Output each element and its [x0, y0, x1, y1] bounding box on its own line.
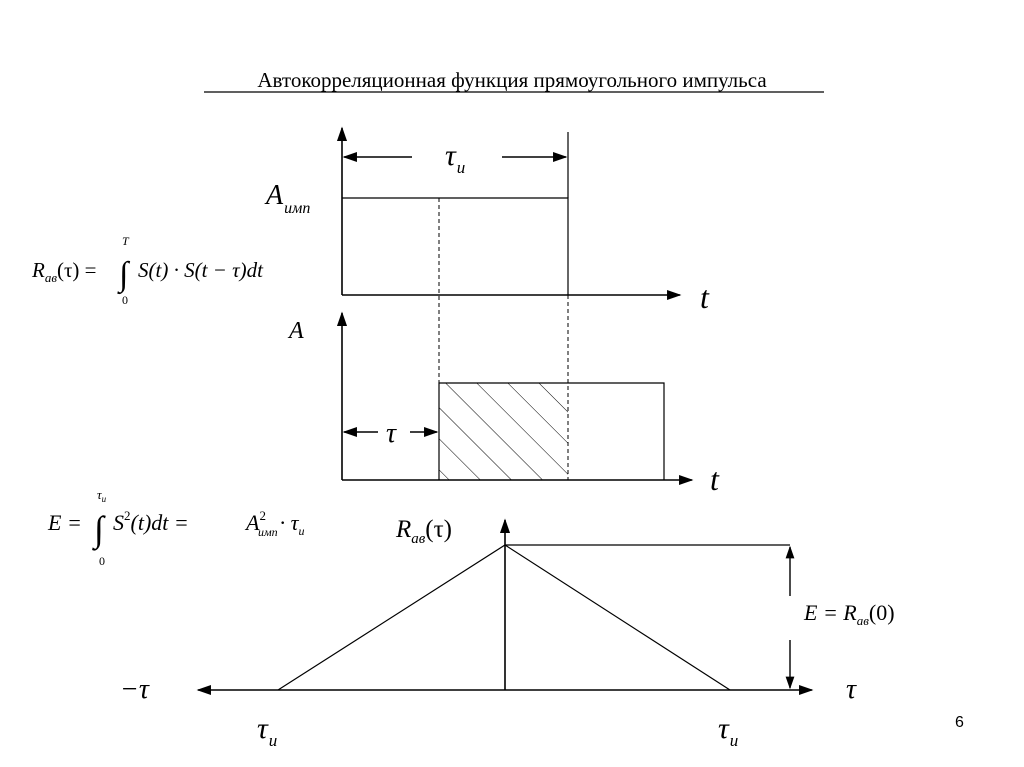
- pos-tau-i-label: $\tau_и$: [718, 712, 739, 750]
- a-label: A: [289, 318, 304, 344]
- integral-lower-0-e: 0: [99, 554, 105, 568]
- page-number: 6: [955, 714, 964, 731]
- shifted-pulse-plot: [287, 313, 720, 497]
- tau-i-label: $\tau_и$: [445, 139, 466, 177]
- energy-formula: [47, 487, 305, 568]
- integral-upper-t: T: [122, 234, 129, 248]
- pulse-rect: [342, 198, 568, 295]
- tau-axis-label: τ: [846, 674, 857, 705]
- autocorrelation-plot: [120, 516, 895, 750]
- slide-title: Автокорреляционная функция прямоугольного импульса: [257, 68, 767, 92]
- a-imp-label: $A_{имп}$: [266, 180, 311, 217]
- r-av-tau-label: $R_{ав}(\tau)$: [396, 516, 452, 547]
- r-av-integral-formula: [31, 234, 264, 307]
- tau-shift-label: τ: [386, 418, 397, 449]
- top-t-label: t: [700, 279, 709, 315]
- integral-lower-0: 0: [122, 293, 128, 307]
- r-av-lhs: $R_{ав}(\tau)$ =: [32, 258, 97, 285]
- e-integrand: $S^2(t)dt$ =: [113, 508, 189, 535]
- overlap-hatched-area: [439, 383, 568, 480]
- triangle-acf: [278, 545, 730, 690]
- r-av-integrand: S(t) · S(t − τ)dt: [138, 258, 263, 282]
- pulse-plot: [264, 128, 710, 315]
- minus-tau-label: −τ: [120, 674, 149, 705]
- integral-sign-r: ∫: [119, 256, 129, 293]
- mid-t-label: t: [710, 461, 719, 497]
- integral-sign-e: ∫: [94, 509, 104, 549]
- neg-tau-i-label: $\tau_и$: [257, 712, 278, 750]
- integral-upper-tau-i: $\tau_и$: [97, 487, 107, 504]
- e-rhs: $A^2$ $имп\cdot \tau_и$: [246, 508, 305, 539]
- e-lhs: E =: [48, 510, 82, 535]
- energy-equals-r0-label: $E = R_{ав}(0)$: [804, 600, 895, 628]
